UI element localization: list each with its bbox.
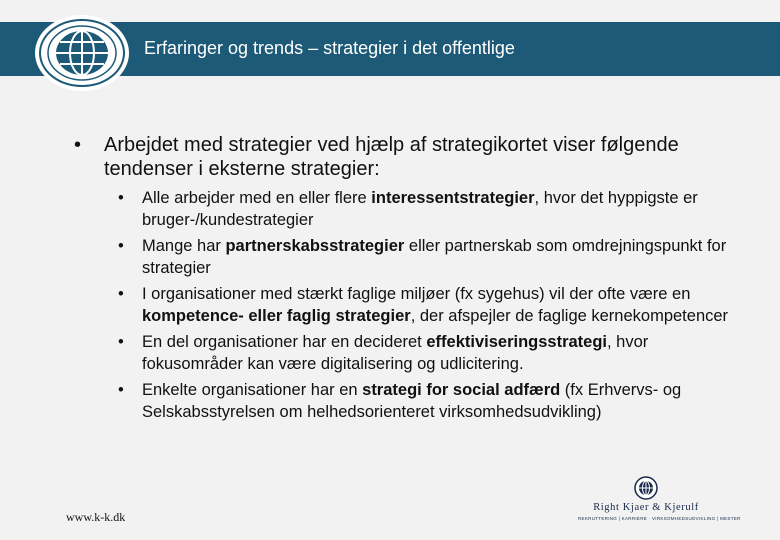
brand-tagline: REKRUTTERING | KARRIERE · VIRKSOMHEDSUDVIKLING | MESTER bbox=[578, 516, 741, 521]
bullet-marker: • bbox=[118, 189, 124, 207]
sub-bullet-text: eller partnerskab som omdrejningspunkt for strategier bbox=[142, 237, 727, 277]
sub-bullet-text: Mange har bbox=[142, 237, 226, 255]
sub-bullet-list bbox=[74, 187, 734, 423]
sub-bullet-text: I organisationer med stærkt faglige miljøer (fx sygehus) vil der ofte være en bbox=[142, 285, 691, 303]
sub-bullet-text: Alle arbejder med en eller flere bbox=[142, 189, 372, 207]
emphasis-text: partnerskabsstrategier bbox=[225, 237, 405, 255]
emphasis-text: effektiviseringsstrategi bbox=[426, 333, 608, 351]
emphasis-text: kompetence- eller faglig strategier bbox=[142, 307, 411, 325]
brand-name: Right Kjaer & Kjerulf bbox=[593, 502, 699, 513]
sub-bullet bbox=[74, 187, 734, 231]
emphasis-text: strategi for social adfærd bbox=[362, 381, 561, 399]
globe-crest-icon bbox=[633, 476, 659, 500]
sub-bullet-text: (fx Erhvervs- og Selskabsstyrelsen om helhedsorienteret virksomhedsudvikling) bbox=[142, 381, 682, 421]
sub-bullet-text: Enkelte organisationer har en bbox=[142, 381, 363, 399]
bullet-marker: • bbox=[118, 381, 124, 399]
main-bullet bbox=[74, 133, 734, 181]
slide-body bbox=[74, 133, 734, 427]
bullet-marker: • bbox=[118, 285, 124, 303]
sub-bullet bbox=[74, 283, 734, 327]
bullet-marker: • bbox=[118, 333, 124, 351]
sub-bullet-text: , hvor det hyppigste er bruger-/kundestrategier bbox=[142, 189, 698, 229]
emphasis-text: interessentstrategier bbox=[371, 189, 535, 207]
main-bullet-text: Arbejdet med strategier ved hjælp af strategikortet viser følgende tendenser i eksterne strategier: bbox=[104, 134, 679, 180]
slide-title: Erfaringer og trends – strategier i det offentlige bbox=[144, 38, 515, 58]
bullet-marker: • bbox=[74, 134, 82, 156]
sub-bullet bbox=[74, 235, 734, 279]
sub-bullet-text: , hvor fokusområder kan være digitalisering og udlicitering. bbox=[142, 333, 649, 373]
sub-bullet-text: En del organisationer har en decideret bbox=[142, 333, 427, 351]
brand-logo bbox=[578, 476, 741, 524]
footer-url: www.k-k.dk bbox=[66, 510, 126, 524]
sub-bullet-text: , der afspejler de faglige kernekompetencer bbox=[410, 307, 729, 325]
bullet-marker: • bbox=[118, 237, 124, 255]
globe-emblem-icon bbox=[33, 13, 131, 93]
sub-bullet bbox=[74, 379, 734, 423]
sub-bullet bbox=[74, 331, 734, 375]
